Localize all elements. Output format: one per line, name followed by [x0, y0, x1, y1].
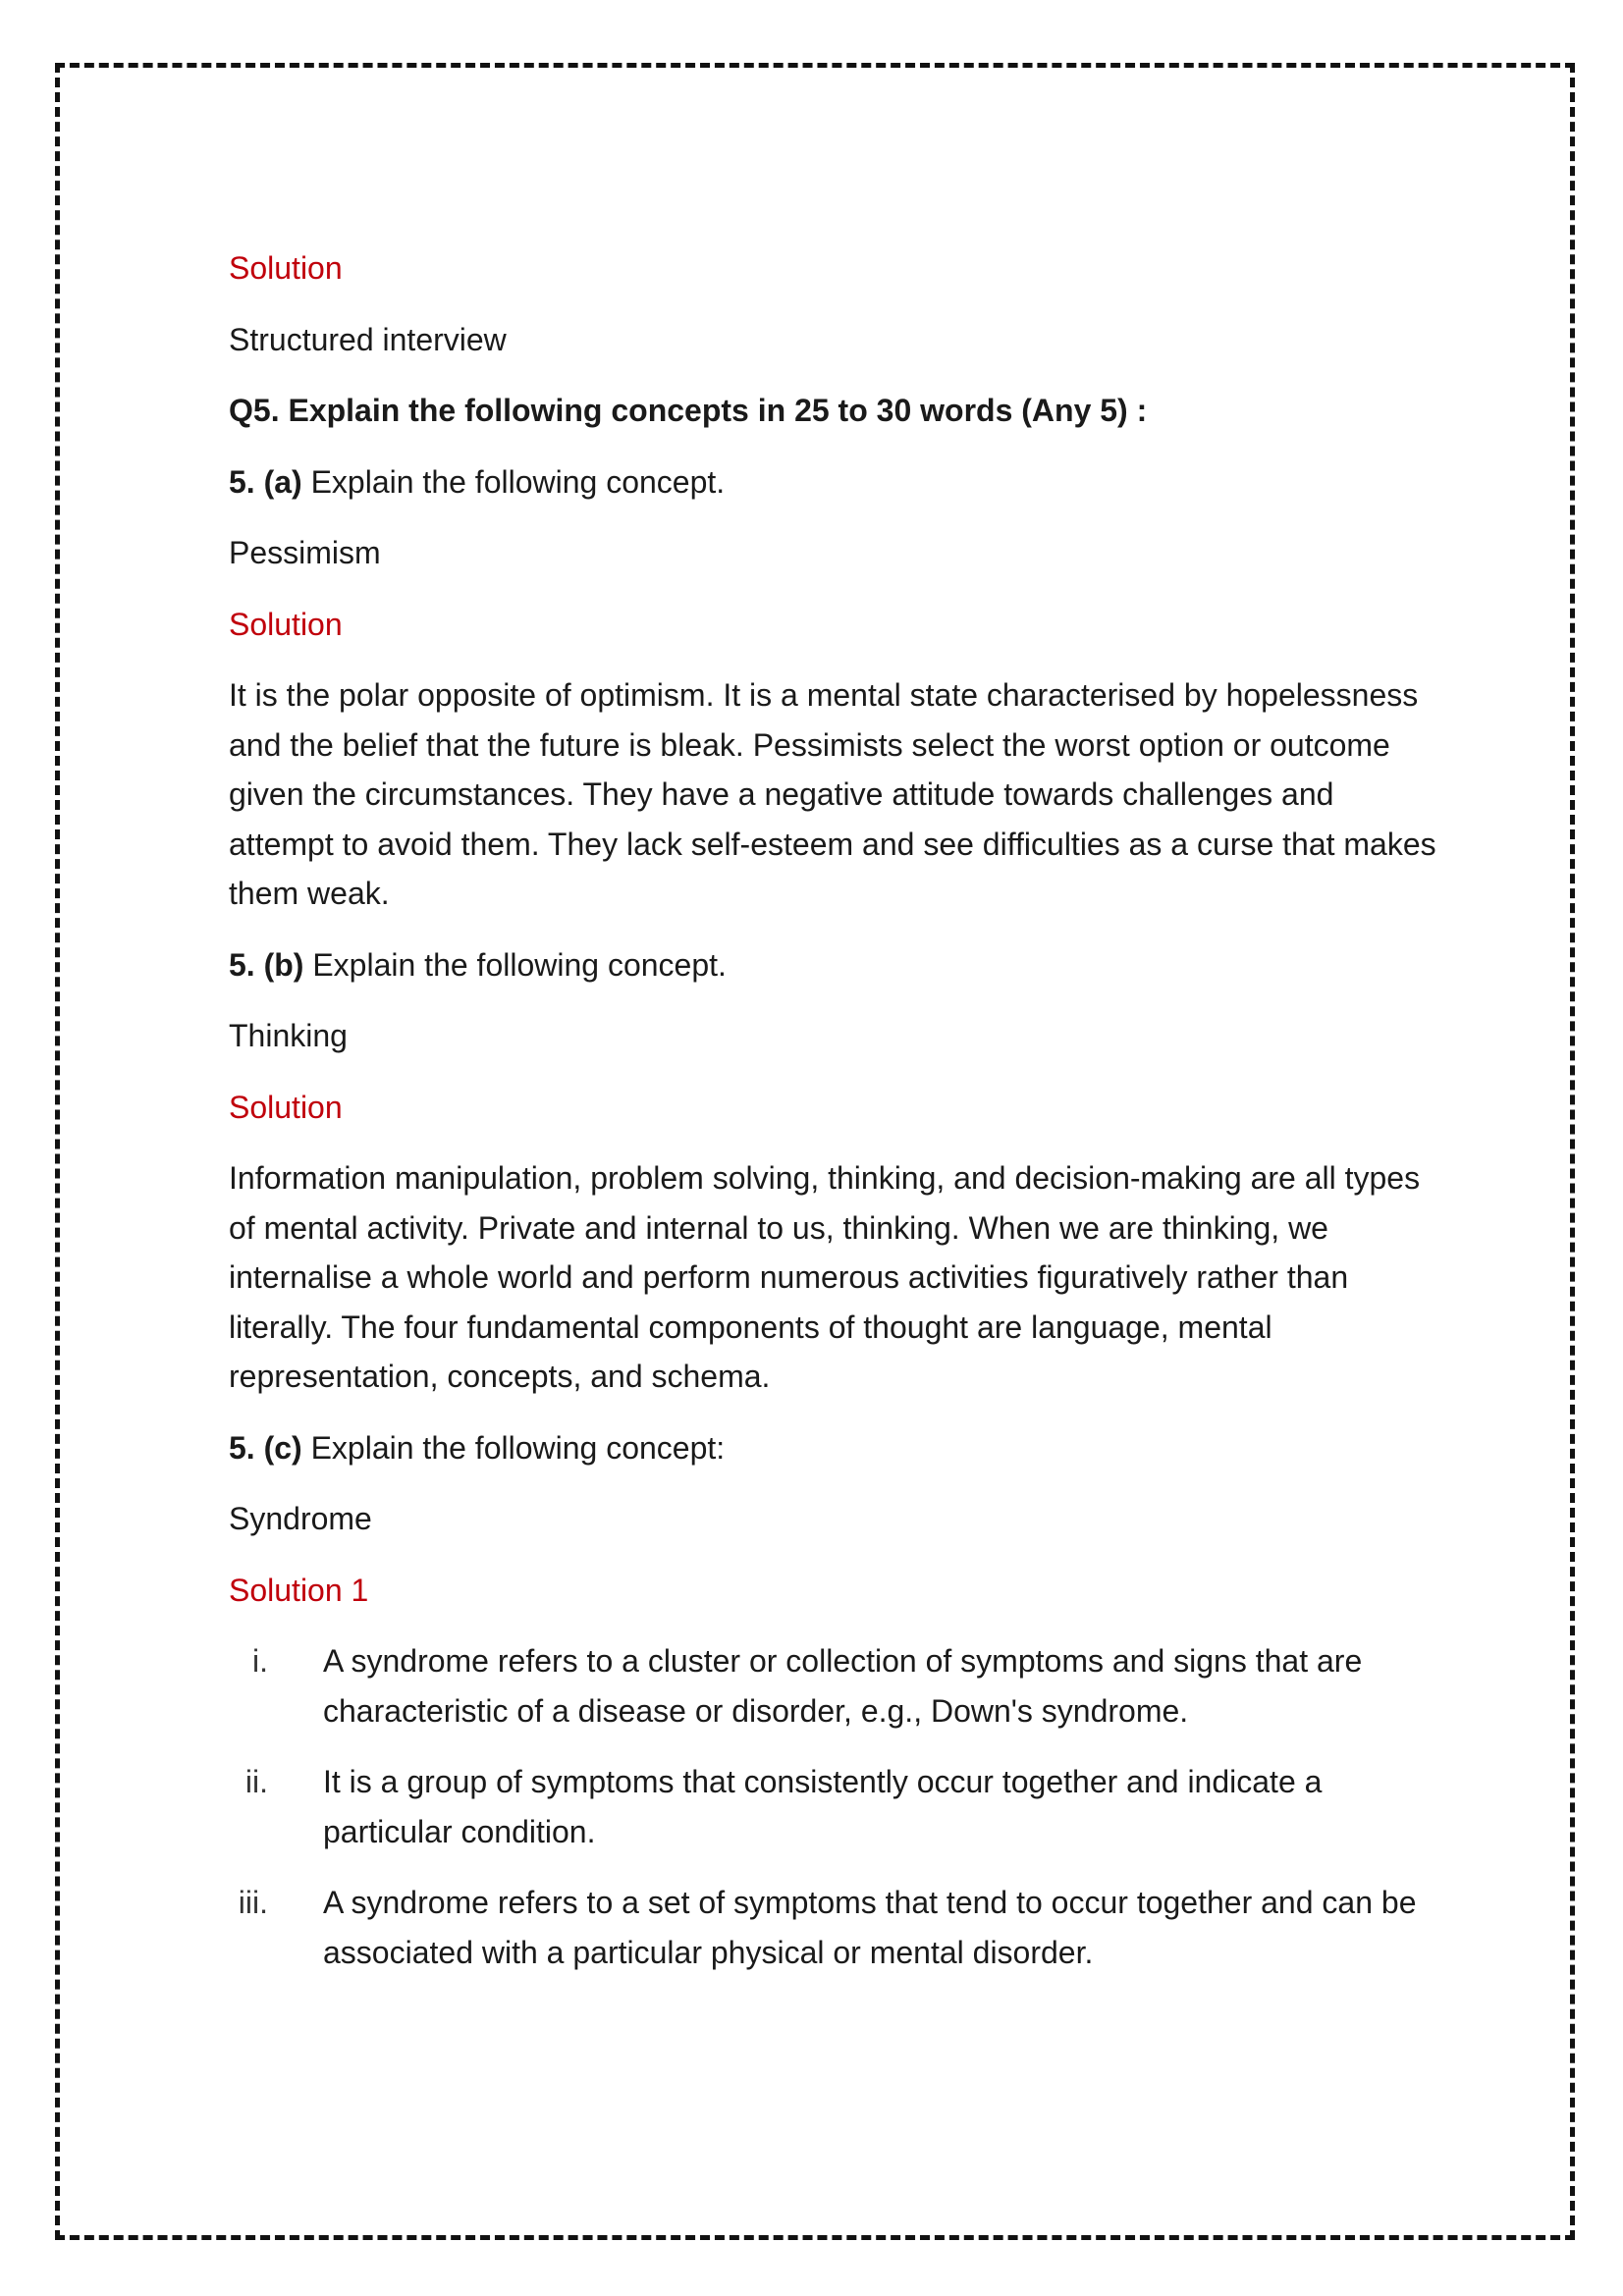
answer-text: Structured interview	[229, 321, 507, 357]
list-item-text: A syndrome refers to a cluster or collection of symptoms and signs that are characteristic of a disease or disorder, e.g., Down's syndrome.	[323, 1643, 1363, 1729]
subquestion-text: Explain the following concept.	[301, 463, 726, 500]
subquestion-c	[229, 1423, 1436, 1473]
list-item-text: A syndrome refers to a set of symptoms that tend to occur together and can be associated with a particular physical or mental disorder.	[323, 1885, 1417, 1970]
subquestion-b	[229, 940, 1436, 990]
document-content	[229, 243, 1436, 1999]
list-item-number: i.	[252, 1643, 268, 1679]
subquestion-number: 5. (a)	[229, 463, 302, 500]
subquestion-number: 5. (b)	[229, 946, 304, 983]
solution-heading: Solution	[229, 606, 343, 642]
solution-heading: Solution 1	[229, 1572, 369, 1608]
concept-name: Pessimism	[229, 535, 381, 570]
question-title: Q5. Explain the following concepts in 25 to 30 words (Any 5) :	[229, 393, 1148, 428]
solution-paragraph: Information manipulation, problem solving, thinking, and decision-making are all types of mental activity. Private and internal to us, thinking. When we are thinking, we internalise a whole world and perform numerous activities figuratively rather than literally. The four fundamental components of thought are language, mental representation, concepts, and schema.	[229, 1160, 1421, 1394]
list-item	[229, 1878, 1436, 1977]
list-item	[229, 1757, 1436, 1856]
subquestion-text: Explain the following concept.	[303, 946, 727, 983]
concept-name: Syndrome	[229, 1501, 372, 1536]
solution-paragraph: It is the polar opposite of optimism. It is a mental state characterised by hopelessness and the belief that the future is bleak. Pessimists select the worst option or outcome given the circumstances. They have a negative attitude towards challenges and attempt to avoid them. They lack self-esteem and see difficulties as a curse that makes them weak.	[229, 677, 1436, 911]
subquestion-a	[229, 457, 1436, 507]
list-item-number: iii.	[238, 1885, 268, 1920]
subquestion-number: 5. (c)	[229, 1429, 302, 1466]
list-item-number: ii.	[244, 1764, 268, 1799]
solution-list	[229, 1636, 1436, 1977]
list-item-text: It is a group of symptoms that consistently occur together and indicate a particular condition.	[323, 1764, 1323, 1849]
solution-heading: Solution	[229, 250, 343, 286]
concept-name: Thinking	[229, 1018, 348, 1053]
subquestion-text: Explain the following concept:	[301, 1429, 726, 1466]
solution-heading: Solution	[229, 1089, 343, 1125]
list-item	[229, 1636, 1436, 1735]
